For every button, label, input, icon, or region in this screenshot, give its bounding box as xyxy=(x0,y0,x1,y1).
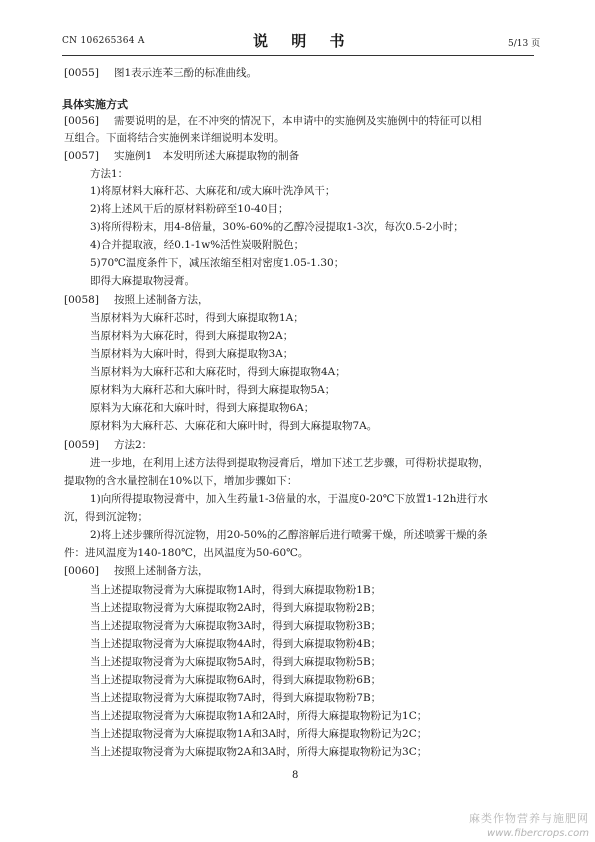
section-heading: 具体实施方式 xyxy=(62,98,128,111)
text-line: 5)70℃温度条件下，减压浓缩至相对密度1.05-1.30； xyxy=(90,257,345,269)
text-line: 当上述提取物浸膏为大麻提取物6A时，得到大麻提取物粉6B； xyxy=(90,674,382,686)
text-line: 当原材料为大麻叶时，得到大麻提取物3A； xyxy=(90,348,294,360)
watermark-url: www.fibercrops.com xyxy=(487,828,589,839)
text-line: 1)将原材料大麻秆芯、大麻花和/或大麻叶洗净风干； xyxy=(90,185,336,197)
text-line: 按照上述制备方法， xyxy=(114,294,209,306)
text-line: 实施例1 本发明所述大麻提取物的制备 xyxy=(114,150,300,162)
paragraph-number: [0058] xyxy=(64,294,99,306)
watermark-text: 麻类作物营养与施肥网 xyxy=(469,812,589,825)
text-line: 原材料为大麻秆芯和大麻叶时，得到大麻提取物5A； xyxy=(90,384,336,396)
text-line: 当原材料为大麻秆芯和大麻花时，得到大麻提取物4A； xyxy=(90,366,346,378)
text-line: 当原材料为大麻秆芯时，得到大麻提取物1A； xyxy=(90,312,304,324)
patent-number: CN 106265364 A xyxy=(62,36,145,46)
text-line: 提取物的含水量控制在10%以下，增加步骤如下： xyxy=(64,475,298,487)
text-line: 当上述提取物浸膏为大麻提取物7A时，得到大麻提取物粉7B； xyxy=(90,692,382,704)
text-line: 当上述提取物浸膏为大麻提取物1A和2A时，所得大麻提取物粉记为1C； xyxy=(90,710,428,722)
text-line: 沉，得到沉淀物； xyxy=(64,511,148,523)
text-line: 当上述提取物浸膏为大麻提取物2A时，得到大麻提取物粉2B； xyxy=(90,602,382,614)
text-line: 件：进风温度为140-180℃，出风温度为50-60℃。 xyxy=(64,547,309,559)
page-title: 说 明 书 xyxy=(253,32,354,50)
text-line: 原材料为大麻秆芯、大麻花和大麻叶时，得到大麻提取物7A。 xyxy=(90,420,378,432)
text-line: 进一步地，在利用上述方法得到提取物浸膏后，增加下述工艺步骤，可得粉状提取物， xyxy=(90,457,489,469)
text-line: 2)将上述风干后的原材料粉碎至10-40目； xyxy=(90,203,289,215)
text-line: 需要说明的是，在不冲突的情况下，本申请中的实施例及实施例中的特征可以相 xyxy=(114,115,482,127)
text-line: 当上述提取物浸膏为大麻提取物1A和3A时，所得大麻提取物粉记为2C； xyxy=(90,728,428,740)
paragraph-number: [0060] xyxy=(64,565,99,577)
text-line: 按照上述制备方法， xyxy=(114,565,209,577)
page-number: 8 xyxy=(292,770,299,781)
paragraph-number: [0059] xyxy=(64,439,99,451)
text-line: 当上述提取物浸膏为大麻提取物3A时，得到大麻提取物粉3B； xyxy=(90,620,382,632)
text-line: 方法2： xyxy=(114,439,153,451)
paragraph-number: [0055] xyxy=(64,67,99,79)
text-line: 当原材料为大麻花时，得到大麻提取物2A； xyxy=(90,330,294,342)
text-line: 4)合并提取液，经0.1-1w%活性炭吸附脱色； xyxy=(90,239,305,251)
text-line: 当上述提取物浸膏为大麻提取物5A时，得到大麻提取物粉5B； xyxy=(90,656,382,668)
text-line: 1)向所得提取物浸膏中，加入生药量1-3倍量的水，于温度0-20℃下放置1-12h进行水 xyxy=(90,493,488,505)
text-line: 当上述提取物浸膏为大麻提取物2A和3A时，所得大麻提取物粉记为3C； xyxy=(90,746,428,758)
text-line: 原料为大麻花和大麻叶时，得到大麻提取物6A； xyxy=(90,402,315,414)
paragraph-number: [0057] xyxy=(64,150,99,162)
header-rule xyxy=(62,55,534,56)
text-line: 方法1： xyxy=(90,168,129,180)
text-line: 2)将上述步骤所得沉淀物，用20-50%的乙醇溶解后进行喷雾干燥，所述喷雾干燥的条 xyxy=(90,529,488,541)
text-line: 图1表示连苯三酚的标准曲线。 xyxy=(114,67,258,79)
text-line: 即得大麻提取物浸膏。 xyxy=(90,275,195,287)
page-count: 5/13 页 xyxy=(508,39,541,49)
text-line: 当上述提取物浸膏为大麻提取物4A时，得到大麻提取物粉4B； xyxy=(90,638,382,650)
paragraph-number: [0056] xyxy=(64,115,99,127)
text-line: 互组合。下面将结合实施例来详细说明本发明。 xyxy=(64,132,285,144)
text-line: 当上述提取物浸膏为大麻提取物1A时，得到大麻提取物粉1B； xyxy=(90,584,382,596)
watermark xyxy=(469,810,589,839)
text-line: 3)将所得粉末，用4-8倍量，30%-60%的乙醇冷浸提取1-3次，每次0.5-2小时； xyxy=(90,221,464,233)
